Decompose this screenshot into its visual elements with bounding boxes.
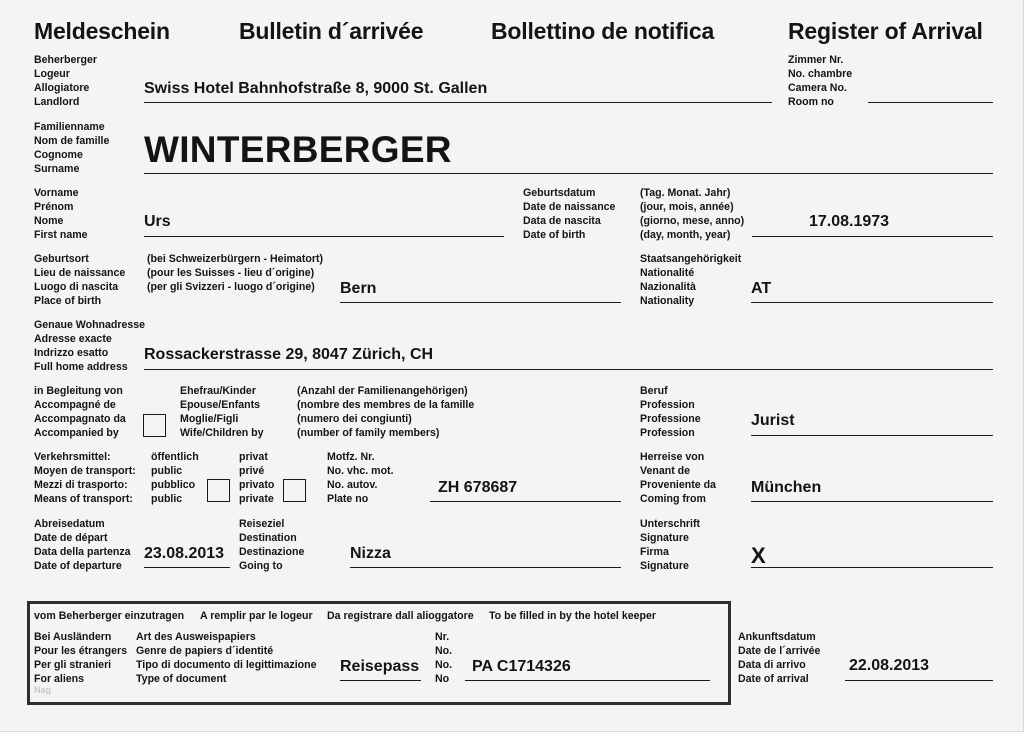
spouse-labels: Ehefrau/Kinder Epouse/Enfants Moglie/Figli Wife/Children by xyxy=(180,385,264,439)
birth-date-labels: Geburtsdatum Date de naissance Data de nascita Date of birth xyxy=(523,187,616,241)
plate-underline xyxy=(430,501,621,502)
arrival-labels: Ankunftsdatum Date de l´arrivée Data di arrivo Date of arrival xyxy=(738,631,821,685)
private-transport-labels: privat privé privato private xyxy=(239,451,275,505)
first-name-underline xyxy=(144,236,504,237)
address-underline xyxy=(144,369,993,370)
landlord-field[interactable]: Swiss Hotel Bahnhofstraße 8, 9000 St. Gallen xyxy=(144,80,488,97)
plate-labels: Motfz. Nr. No. vhc. mot. No. autov. Plate no xyxy=(327,451,394,505)
doc-type-field[interactable]: Reisepass xyxy=(340,658,420,675)
departure-field[interactable]: 23.08.2013 xyxy=(144,545,225,562)
doc-no-field[interactable]: PA C1714326 xyxy=(472,658,571,675)
surname-underline xyxy=(144,173,993,174)
public-transport-labels: öffentlich public pubblico public xyxy=(151,451,199,505)
first-name-labels: Vorname Prénom Nome First name xyxy=(34,187,88,241)
surname-labels: Familienname Nom de famille Cognome Surname xyxy=(34,121,110,175)
hotel-box-header-en: To be filled in by the hotel keeper xyxy=(489,610,656,622)
faint-text: Nag xyxy=(34,685,52,695)
header-french: Bulletin d´arrivée xyxy=(239,18,424,44)
doc-no-labels: Nr. No. No. No xyxy=(435,631,453,685)
aliens-labels: Bei Ausländern Pour les étrangers Per gli stranieri For aliens xyxy=(34,631,128,685)
surname-field[interactable]: WINTERBERGER xyxy=(144,129,452,170)
birth-date-underline xyxy=(752,236,993,237)
family-count-labels: (Anzahl der Familienangehörigen) (nombre des membres de la famille (numero dei congiunti) (number of family members) xyxy=(297,385,475,439)
address-labels: Genaue Wohnadresse Adresse exacte Indrizzo esatto Full home address xyxy=(34,319,146,373)
profession-field[interactable]: Jurist xyxy=(751,412,795,429)
header-italian: Bollettino de notifica xyxy=(491,18,715,44)
hotel-box-header-fr: A remplir par le logeur xyxy=(200,610,313,622)
doc-type-underline xyxy=(340,680,421,681)
header-english: Register of Arrival xyxy=(788,18,983,44)
nationality-labels: Staatsangehörigkeit Nationalité Nazionalità Nationality xyxy=(640,253,742,307)
profession-underline xyxy=(751,435,993,436)
accompanied-checkbox[interactable] xyxy=(143,414,166,437)
nationality-field[interactable]: AT xyxy=(751,280,772,297)
birth-place-notes: (bei Schweizerbürgern - Heimatort) (pour les Suisses - lieu d´origine) (per gli Svizzeri - luogo d´origine) xyxy=(147,253,324,293)
destination-field[interactable]: Nizza xyxy=(350,545,391,562)
profession-labels: Beruf Profession Professione Profession xyxy=(640,385,701,439)
address-field[interactable]: Rossackerstrasse 29, 8047 Zürich, CH xyxy=(144,346,434,363)
room-labels: Zimmer Nr. No. chambre Camera No. Room no xyxy=(788,54,853,108)
departure-underline xyxy=(144,567,230,568)
private-transport-checkbox[interactable] xyxy=(283,479,306,502)
arrival-underline xyxy=(845,680,993,681)
signature-labels: Unterschrift Signature Firma Signature xyxy=(640,518,701,572)
doc-type-labels: Art des Ausweispapiers Genre de papiers d´identité Tipo di documento di legittimazione Type of document xyxy=(136,631,317,685)
hotel-box-header-it: Da registrare dall alioggatore xyxy=(327,610,474,622)
birth-date-format: (Tag. Monat. Jahr) (jour, mois, année) (giorno, mese, anno) (day, month, year) xyxy=(640,187,745,241)
public-transport-checkbox[interactable] xyxy=(207,479,230,502)
departure-labels: Abreisedatum Date de départ Data della partenza Date of departure xyxy=(34,518,131,572)
birth-place-underline xyxy=(340,302,621,303)
doc-no-underline xyxy=(465,680,710,681)
accompanied-labels: in Begleitung von Accompagné de Accompagnato da Accompanied by xyxy=(34,385,126,439)
room-underline xyxy=(868,102,993,103)
coming-from-field[interactable]: München xyxy=(751,479,822,496)
birth-place-field[interactable]: Bern xyxy=(340,280,377,297)
arrival-field[interactable]: 22.08.2013 xyxy=(849,657,930,674)
coming-from-underline xyxy=(751,501,993,502)
header-german: Meldeschein xyxy=(34,18,170,44)
plate-field[interactable]: ZH 678687 xyxy=(438,479,518,496)
signature-underline xyxy=(751,567,993,568)
transport-labels: Verkehrsmittel: Moyen de transport: Mezzi di trasporto: Means of transport: xyxy=(34,451,136,505)
birth-date-field[interactable]: 17.08.1973 xyxy=(809,213,890,230)
hotel-box-header-de: vom Beherberger einzutragen xyxy=(34,610,185,622)
destination-underline xyxy=(350,567,621,568)
destination-labels: Reiseziel Destination Destinazione Going to xyxy=(239,518,305,572)
nationality-underline xyxy=(751,302,993,303)
landlord-labels: Beherberger Logeur Allogiatore Landlord xyxy=(34,54,97,108)
coming-from-labels: Herreise von Venant de Proveniente da Coming from xyxy=(640,451,716,505)
first-name-field[interactable]: Urs xyxy=(144,213,171,230)
signature-field[interactable]: X xyxy=(751,543,766,568)
landlord-underline xyxy=(144,102,772,103)
birth-place-labels: Geburtsort Lieu de naissance Luogo di nascita Place of birth xyxy=(34,253,126,307)
